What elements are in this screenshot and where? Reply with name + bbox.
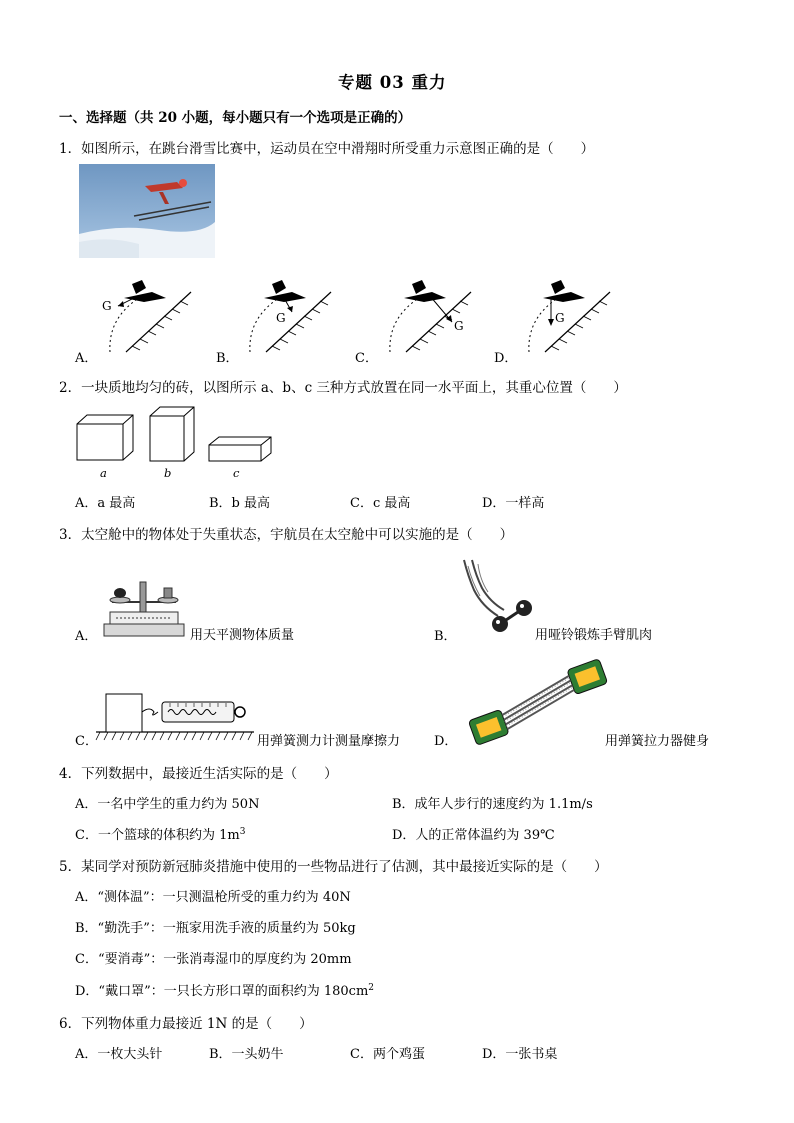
q1-option-d[interactable]: D． <box>494 351 518 366</box>
q5-option-d[interactable] <box>75 980 374 999</box>
q2-option-d[interactable]: D．一样高 <box>482 496 545 511</box>
q1-option-d-figure <box>515 270 625 360</box>
q4-option-c-sup: 3 <box>239 827 246 837</box>
q5-option-c[interactable]: C．“要消毒”：一张消毒湿巾的厚度约为 20mm <box>75 952 352 967</box>
q1-option-a[interactable]: A． <box>75 351 98 366</box>
question-3-stem: 3．太空舱中的物体处于失重状态，宇航员在太空舱中可以实施的是（ ） <box>59 527 514 543</box>
q3-option-c[interactable]: C． <box>75 734 98 749</box>
question-2-stem: 2．一块质地均匀的砖，以图所示 a、b、c 三种方式放置在同一水平面上，其重心位置（ ） <box>59 380 627 396</box>
q4-option-a[interactable]: A．一名中学生的重力约为 50N <box>75 797 260 812</box>
spring-scale-friction-figure <box>96 690 256 742</box>
q3-option-d-text: 用弹簧拉力器健身 <box>605 734 710 749</box>
q1-option-c-figure <box>376 270 486 360</box>
brick-a-label: a <box>100 466 107 480</box>
brick-b-label: b <box>164 466 172 480</box>
q6-option-b[interactable]: B．一头奶牛 <box>209 1047 284 1062</box>
q3-option-c-text: 用弹簧测力计测量摩擦力 <box>257 734 401 749</box>
q4-option-d[interactable]: D．人的正常体温约为 39℃ <box>392 828 555 843</box>
q3-option-a-text: 用天平测物体质量 <box>190 628 295 643</box>
q2-option-b[interactable]: B．b 最高 <box>209 496 271 511</box>
dumbbell-arm-figure <box>458 556 538 636</box>
q3-option-b-text: 用哑铃锻炼手臂肌肉 <box>535 628 653 643</box>
question-6-stem: 6．下列物体重力最接近 1N 的是（ ） <box>59 1016 313 1032</box>
q2-option-c[interactable]: C．c 最高 <box>350 496 411 511</box>
brick-c-figure <box>208 436 272 462</box>
spring-expander-figure <box>458 662 618 738</box>
q1-option-b-figure <box>236 270 346 360</box>
brick-a-figure <box>76 414 134 462</box>
g-label: G <box>555 311 565 325</box>
q2-option-a[interactable]: A．a 最高 <box>75 496 136 511</box>
question-4-stem: 4．下列数据中，最接近生活实际的是（ ） <box>59 766 338 782</box>
brick-b-figure <box>149 406 195 462</box>
q1-option-b[interactable]: B． <box>216 351 239 366</box>
q6-option-c[interactable]: C．两个鸡蛋 <box>350 1047 425 1062</box>
q5-option-a[interactable]: A．“测体温”：一只测温枪所受的重力约为 40N <box>75 890 351 905</box>
ski-jump-photo <box>79 164 215 258</box>
g-label: G <box>102 299 112 313</box>
section-heading: 一、选择题（共 20 小题，每小题只有一个选项是正确的） <box>59 110 412 126</box>
g-label: G <box>454 319 464 333</box>
q6-option-a[interactable]: A．一枚大头针 <box>75 1047 163 1062</box>
g-label: G <box>276 311 286 325</box>
page-title: 专题 03 重力 <box>338 73 447 92</box>
q4-option-c[interactable] <box>75 824 245 843</box>
q5-option-d-text: D．“戴口罩”：一只长方形口罩的面积约为 180cm <box>75 984 369 999</box>
q3-option-a[interactable]: A． <box>75 629 98 644</box>
brick-c-label: c <box>233 466 240 480</box>
q4-option-c-text: C．一个篮球的体积约为 1m <box>75 828 240 843</box>
balance-scale-figure <box>100 572 186 640</box>
q3-option-b[interactable]: B． <box>434 629 457 644</box>
question-5-stem: 5．某同学对预防新冠肺炎措施中使用的一些物品进行了估测，其中最接近实际的是（ ） <box>59 859 608 875</box>
q5-option-d-sup: 2 <box>368 983 375 993</box>
q6-option-d[interactable]: D．一张书桌 <box>482 1047 558 1062</box>
q3-option-d[interactable]: D． <box>434 734 458 749</box>
q4-option-b[interactable]: B．成年人步行的速度约为 1.1m/s <box>392 797 593 812</box>
question-1-stem: 1．如图所示，在跳台滑雪比赛中，运动员在空中滑翔时所受重力示意图正确的是（ ） <box>59 141 595 157</box>
q1-option-c[interactable]: C． <box>355 351 378 366</box>
q1-option-a-figure <box>96 270 206 360</box>
q5-option-b[interactable]: B．“勤洗手”：一瓶家用洗手液的质量约为 50kg <box>75 921 356 936</box>
